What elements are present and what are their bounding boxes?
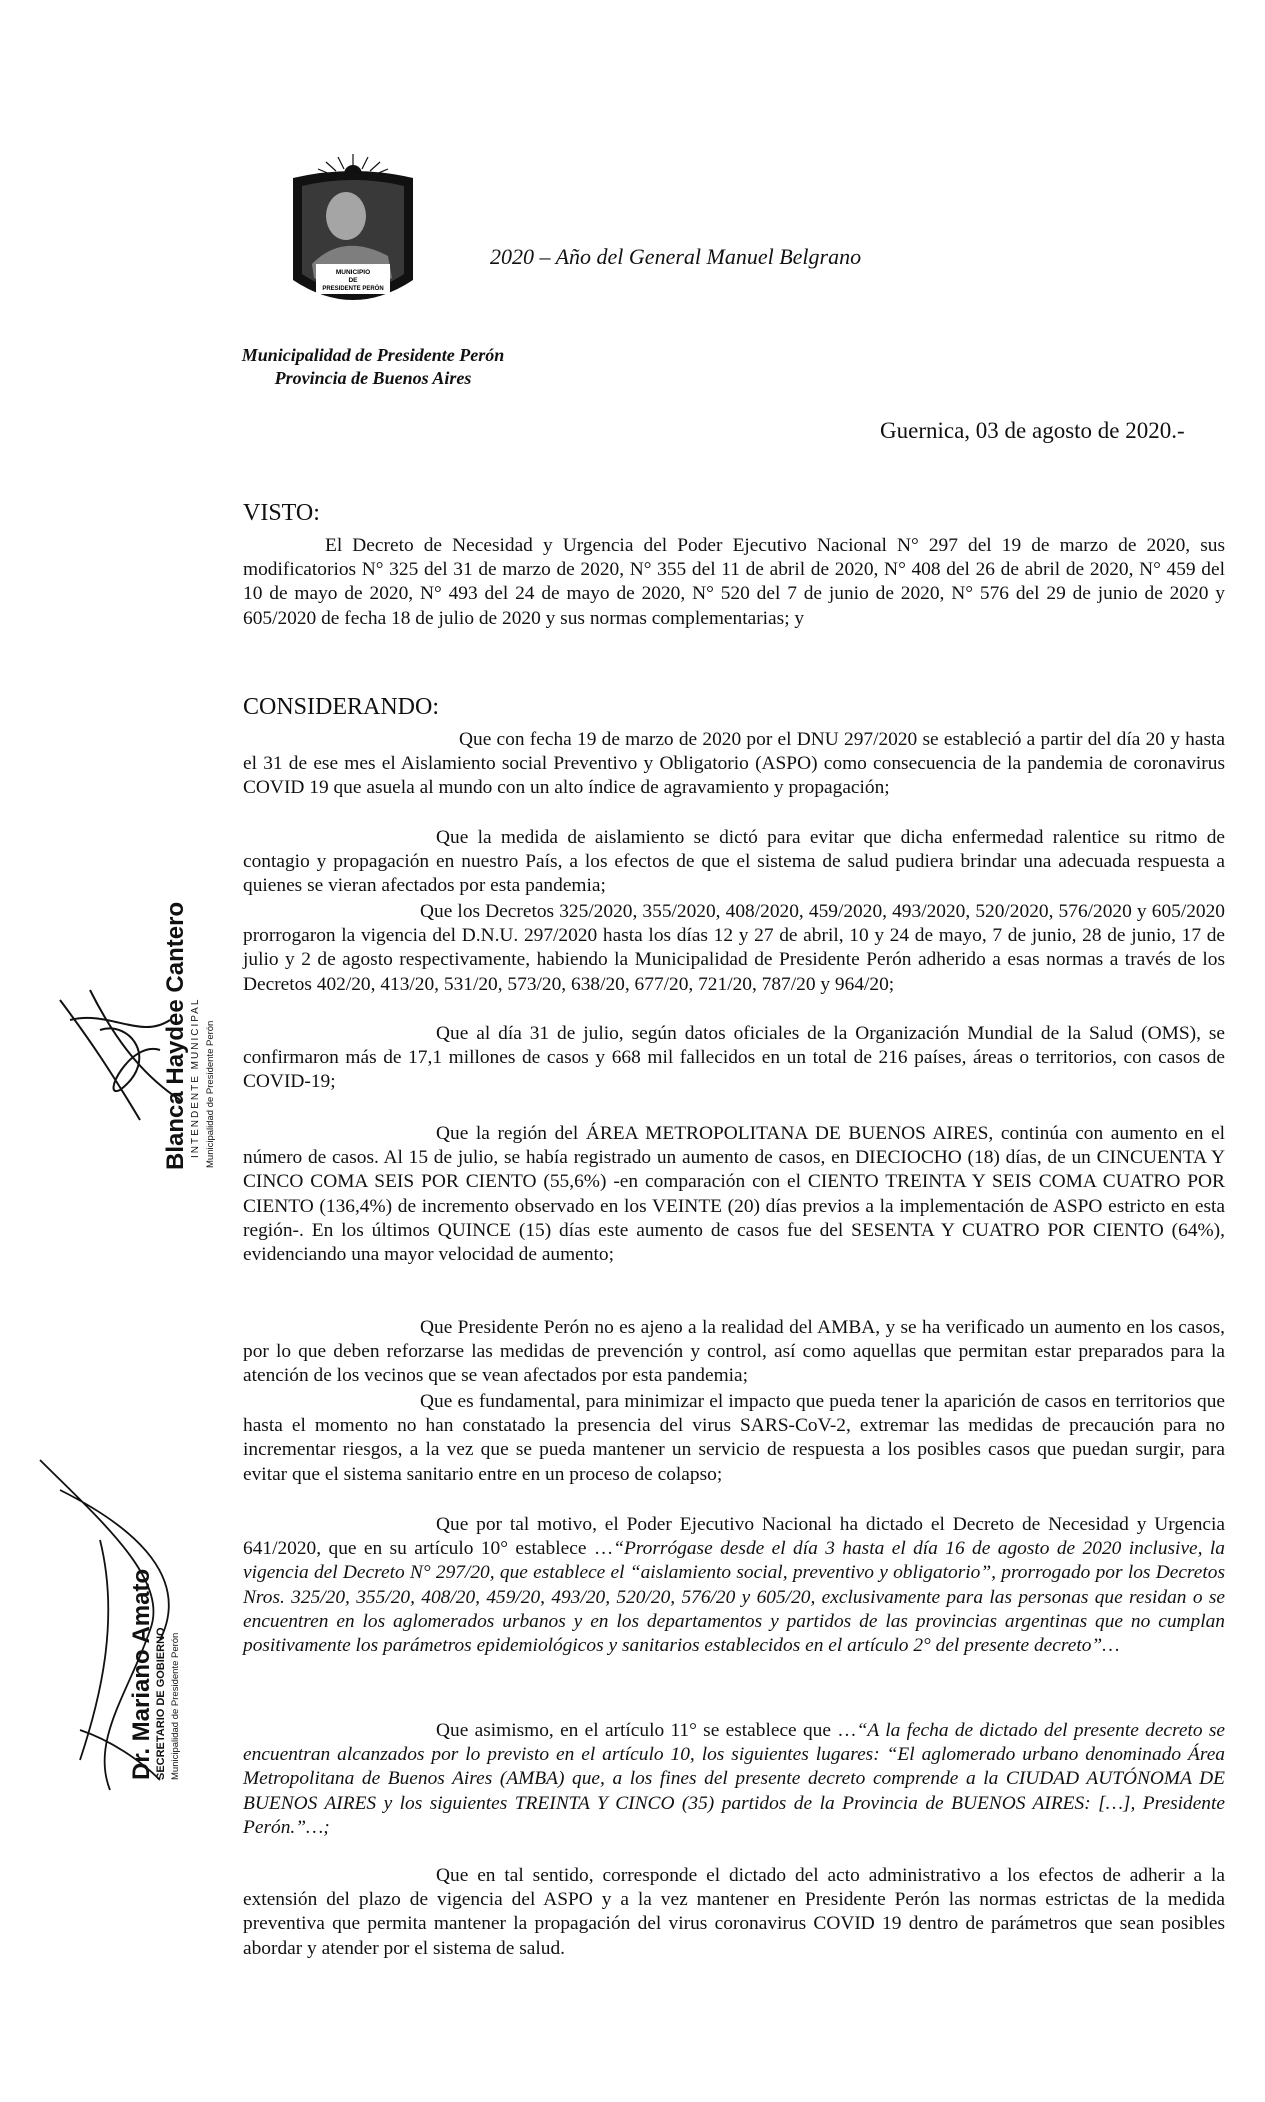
svg-text:DE: DE: [348, 277, 358, 284]
considerando-paragraph-6: Que Presidente Perón no es ajeno a la realidad del AMBA, y se ha verificado un aumento en los casos, por lo que deben reforzarse las medidas de prevención y control, así como aquellas que permitan estar preparados para la atención de los vecinos que se vean afectados por esta pandemia;: [243, 1317, 1225, 1387]
considerando-paragraph-3: Que los Decretos 325/2020, 355/2020, 408/2020, 459/2020, 493/2020, 520/2020, 576/2020 y 605/2020 prorrogaron la vigencia del D.N.U. 297/2020 hasta los días 12 y 27 de abril, 10 y 24 de mayo, 7 de junio, 28 de junio, 17 de julio y 2 de agosto respectivamente, habiendo la Municipalidad de Presidente Perón adherido a esas normas a través de los Decretos 402/20, 413/20, 531/20, 573/20, 638/20, 677/20, 721/20, 787/20 y 964/20;: [243, 901, 1225, 995]
year-motto: 2020 – Año del General Manuel Belgrano: [490, 244, 862, 269]
visto-text: El Decreto de Necesidad y Urgencia del Poder Ejecutivo Nacional N° 297 del 19 de marzo de 2020, sus modificatorios N° 325 del 31 de marzo de 2020, N° 355 del 11 de abril de 2020, N° 408 del 26 de abril de 2020, N° 459 del 10 de mayo de 2020, N° 493 del 24 de mayo de 2020, N° 520 del 7 de junio de 2020, N° 576 del 29 de junio de 2020 y 605/2020 de fecha 18 de julio de 2020 y sus normas complementarias; y: [243, 535, 1225, 629]
considerando-heading: CONSIDERANDO:: [243, 694, 440, 720]
municipality-header: [218, 344, 528, 390]
considerando-paragraph-5: Que la región del ÁREA METROPOLITANA DE BUENOS AIRES, continúa con aumento en el número de casos. Al 15 de julio, se había registrado un aumento de casos, en DIECIOCHO (18) días, de un CINCUENTA Y CINCO COMA SEIS POR CIENTO (55,6%) -en comparación con el CIENTO TREINTA Y SEIS COMA CUATRO POR CIENTO (136,4%) de incremento observado en los VEINTE (20) días previos a la implementación de ASPO estricto en esta región-. En los últimos QUINCE (15) días este aumento de casos fue del SESENTA Y CUATRO POR CIENTO (64%), evidenciando una mayor velocidad de aumento;: [243, 1123, 1225, 1266]
secretary-title: SECRETARIO DE GOBIERNO: [155, 1627, 167, 1780]
secretary-name: Dr. Mariano Amato: [128, 1568, 155, 1780]
paragraph-8-text: Que por tal motivo, el Poder Ejecutivo Nacional ha dictado el Decreto de Necesidad y Urgencia 641/2020, que en su artículo 10° establece …: [243, 1514, 1225, 1560]
province-name: Provincia de Buenos Aires: [274, 368, 472, 388]
paragraph-9-text: Que asimismo, en el artículo 11° se establece que …: [436, 1720, 857, 1741]
secretary-signature-scribble: [20, 1440, 220, 1820]
mayor-name: Blanca Haydee Cantero: [162, 901, 189, 1170]
decree-quote-art-10: “Prorrógase desde el día 3 hasta el día 16 de agosto de 2020 inclusive, la vigencia del Decreto N° 297/20, que establece el “aislamiento social, preventivo y obligatorio”, prorrogado por los Decretos Nros. 325/20, 355/20, 408/20, 459/20, 493/20, 520/20, 576/20 y 605/20, exclusivamente para las personas que residan o se encuentren en los aglomerados urbanos y en los departamentos y partidos de las provincias argentinas que no cumplan positivamente los parámetros epidemiológicos y sanitarios establecidos en el artículo 2° del presente decreto”…: [243, 1538, 1225, 1657]
municipal-logo: [288, 152, 418, 322]
considerando-paragraph-9: [243, 1719, 1225, 1840]
considerando-paragraph-7: Que es fundamental, para minimizar el impacto que pueda tener la aparición de casos en territorios que hasta el momento no han constatado la presencia del virus SARS-CoV-2, extremar las medidas de precaución para no incrementar riesgos, a la vez que se pueda mantener un servicio de respuesta a los posibles casos que puedan surgir, para evitar que el sistema sanitario entre en un proceso de colapso;: [243, 1391, 1225, 1485]
secretary-signature-stamp: [20, 1440, 220, 1820]
considerando-paragraph-2: Que la medida de aislamiento se dictó para evitar que dicha enfermedad ralentice su ritmo de contagio y propagación en nuestro País, a los efectos de que el sistema de salud pudiera brindar una adecuada respuesta a quienes se vieran afectados por esta pandemia;: [243, 827, 1225, 897]
municipality-name: Municipalidad de Presidente Perón: [241, 345, 505, 365]
svg-text:PRESIDENTE PERÓN: PRESIDENTE PERÓN: [322, 286, 384, 292]
visto-heading: VISTO:: [243, 500, 320, 526]
svg-text:MUNICIPIO: MUNICIPIO: [335, 269, 371, 276]
considerando-paragraph-10: Que en tal sentido, corresponde el dictado del acto administrativo a los efectos de adherir a la extensión del plazo de vigencia del ASPO y a la vez mantener en Presidente Perón las normas estrictas de la medida preventiva que permita mantener la propagación del virus coronavirus COVID 19 dentro de parámetros que sean posibles abordar y atender por el sistema de salud.: [243, 1865, 1225, 1959]
date-line: Guernica, 03 de agosto de 2020.-: [880, 418, 1185, 443]
mayor-signature-stamp: [50, 901, 216, 1180]
considerando-paragraph-1: Que con fecha 19 de marzo de 2020 por el DNU 297/2020 se estableció a partir del día 20 y hasta el 31 de ese mes el Aislamiento social Preventivo y Obligatorio (ASPO) como consecuencia de la pandemia de coronavirus COVID 19 que asuela al mundo con un alto índice de agravamiento y propagación;: [243, 729, 1225, 799]
mayor-org: Municipalidad de Presidente Perón: [205, 1020, 216, 1168]
considerando-paragraph-4: Que al día 31 de julio, según datos oficiales de la Organización Mundial de la Salud (OMS), se confirmaron más de 17,1 millones de casos y 668 mil fallecidos en un total de 216 países, áreas o territorios, con casos de COVID-19;: [243, 1023, 1225, 1093]
mayor-title: INTENDENTE MUNICIPAL: [190, 997, 201, 1158]
considerando-paragraph-8: [243, 1513, 1225, 1658]
secretary-org: Municipalidad de Presidente Perón: [170, 1632, 181, 1780]
decree-quote-art-11: “A la fecha de dictado del presente decreto se encuentran alcanzados por lo previsto en el artículo 10, los siguientes lugares: “El aglomerado urbano denominado Área Metropolitana de Buenos Aires (AMBA) que, a los fines del presente decreto comprende a la CIUDAD AUTÓNOMA DE BUENOS AIRES y los siguientes TREINTA Y CINCO (35) partidos de la Provincia de BUENOS AIRES: […], Presidente Perón.”…;: [243, 1720, 1225, 1838]
